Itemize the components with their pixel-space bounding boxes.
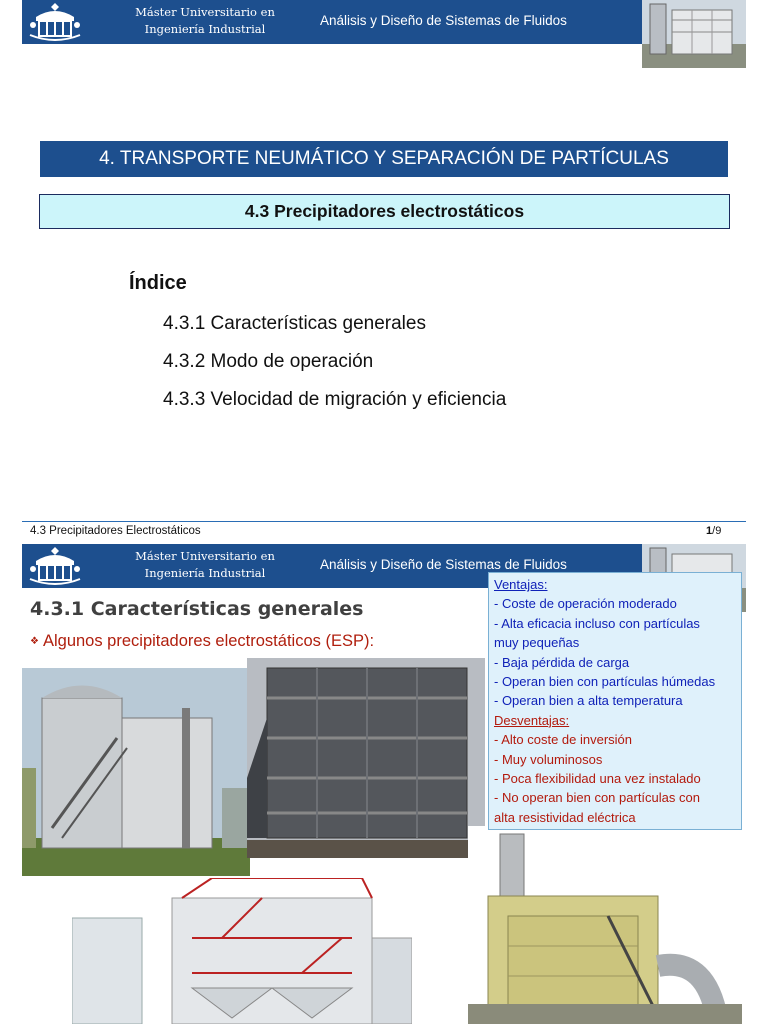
footer-section-label: 4.3 Precipitadores Electrostáticos bbox=[30, 525, 201, 537]
ventaja-item: - Alta eficacia incluso con partículas bbox=[494, 615, 700, 631]
ventaja-item: - Operan bien con partículas húmedas bbox=[494, 674, 716, 690]
index-item: 4.3.3 Velocidad de migración y eficiencia bbox=[163, 389, 507, 410]
master-line-2: Ingeniería Industrial bbox=[144, 566, 266, 580]
header-banner bbox=[22, 0, 746, 44]
desventaja-item: - No operan bien con partículas con bbox=[494, 790, 700, 806]
master-line-2: Ingeniería Industrial bbox=[144, 22, 266, 36]
desventajas-label: Desventajas: bbox=[494, 712, 570, 728]
page-indicator bbox=[706, 525, 721, 537]
esp-photo-1 bbox=[22, 668, 250, 876]
desventaja-item: - Poca flexibilidad una vez instalado bbox=[494, 771, 701, 787]
index-item: 4.3.2 Modo de operación bbox=[163, 351, 374, 372]
desventaja-item: - Alto coste de inversión bbox=[494, 732, 633, 748]
desventaja-item: alta resistividad eléctrica bbox=[494, 809, 636, 825]
esp-photo-4 bbox=[468, 826, 742, 1024]
footer-divider bbox=[22, 521, 746, 522]
section-heading: 4.3.1 Características generales bbox=[30, 598, 364, 620]
course-title: Análisis y Diseño de Sistemas de Fluidos bbox=[320, 557, 567, 572]
ventaja-item: - Coste de operación moderado bbox=[494, 596, 677, 612]
pros-cons-box bbox=[488, 572, 742, 830]
master-line-1: Máster Universitario en bbox=[135, 549, 275, 563]
university-crest-icon bbox=[26, 545, 84, 587]
page-total: 9 bbox=[715, 525, 722, 537]
master-title bbox=[130, 548, 280, 582]
diamond-bullet-icon: ❖ bbox=[30, 636, 39, 647]
bullet-text: Algunos precipitadores electrostáticos (ESP): bbox=[42, 632, 375, 650]
ventaja-item: muy pequeñas bbox=[494, 635, 580, 651]
page-current: 1 bbox=[706, 525, 713, 537]
header-plant-photo bbox=[642, 0, 746, 68]
bullet-line bbox=[30, 632, 374, 651]
esp-photo-3 bbox=[72, 878, 412, 1024]
course-title: Análisis y Diseño de Sistemas de Fluidos bbox=[320, 13, 567, 28]
index-heading: Índice bbox=[129, 272, 187, 294]
index-item: 4.3.1 Características generales bbox=[163, 313, 426, 334]
ventaja-item: - Operan bien a alta temperatura bbox=[494, 693, 683, 709]
master-title bbox=[130, 4, 280, 38]
esp-photo-2 bbox=[247, 658, 485, 858]
university-crest-icon bbox=[26, 1, 84, 43]
desventaja-item: - Muy voluminosos bbox=[494, 751, 603, 767]
slide-title: 4. TRANSPORTE NEUMÁTICO Y SEPARACIÓN DE PARTÍCULAS bbox=[40, 141, 728, 177]
ventaja-item: - Baja pérdida de carga bbox=[494, 654, 630, 670]
master-line-1: Máster Universitario en bbox=[135, 5, 275, 19]
page-separator: / bbox=[712, 525, 716, 537]
slide-subtitle: 4.3 Precipitadores electrostáticos bbox=[39, 194, 730, 229]
ventajas-label: Ventajas: bbox=[494, 577, 548, 592]
